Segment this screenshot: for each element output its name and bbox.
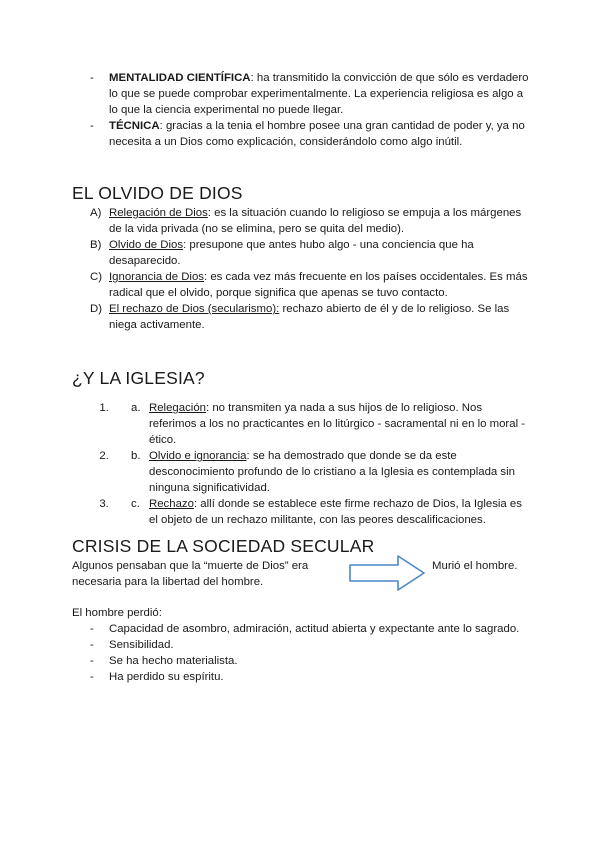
list-item [72, 669, 532, 685]
crisis-right-text: Murió el hombre. [432, 560, 518, 572]
list-item [72, 637, 532, 653]
list-marker: B) [90, 239, 102, 251]
section-heading: ¿Y LA IGLESIA? [72, 368, 205, 388]
section-heading: CRISIS DE LA SOCIEDAD SECULAR [72, 536, 375, 556]
intro-list [72, 70, 532, 150]
list-marker: D) [90, 303, 103, 315]
list-marker: - [90, 671, 94, 683]
list-marker: - [90, 120, 94, 132]
definition: : gracias a la tenia el hombre posee una gran cantidad de poder y, ya no necesita a un Dios como explicación, considerándolo como algo inútil. [109, 120, 525, 148]
term: Relegación [149, 402, 206, 415]
term: TÉCNICA [109, 120, 160, 132]
term: Ignorancia de Dios [109, 271, 204, 283]
definition: : ha transmitido la convicción de que sólo es verdadero lo que se puede comprobar experimentalmente. La experiencia religiosa es algo a lo que la ciencia experimental no puede llegar. [109, 72, 529, 116]
olvido-section [72, 205, 532, 333]
item-text: Ha perdido su espíritu. [109, 671, 224, 683]
definition: : no transmiten ya nada a sus hijos de lo religioso. Nos referimos a los no practicantes en lo litúrgico - sacramental ni en lo moral - ético. [149, 402, 526, 447]
list-item [72, 621, 532, 637]
definition: : se ha demostrado que donde se da este desconocimiento profundo de lo cristiano a la Iglesia es contemplada sin ninguna significatividad. [149, 450, 515, 495]
list-item [72, 653, 532, 669]
item-text: Sensibilidad. [109, 639, 174, 651]
term: Olvido de Dios [109, 239, 184, 251]
crisis-left-text [72, 558, 308, 590]
list-item [112, 496, 532, 528]
list-item [112, 400, 532, 448]
term: El rechazo de Dios (secularismo): [109, 303, 280, 315]
list-item [72, 237, 532, 269]
list-item [72, 301, 532, 333]
list-item [72, 269, 532, 301]
definition: : allí donde se establece este firme rechazo de Dios, la Iglesia es el objeto de un rechazo militante, con las peores descalificaciones. [149, 498, 522, 527]
list-marker: 3. c. [131, 498, 140, 511]
definition: : presupone que antes hubo algo - una conciencia que ha desaparecido. [109, 239, 474, 267]
list-marker: - [90, 639, 94, 651]
definition: : es la situación cuando lo religioso se empuja a los márgenes de la vida privada (no se elimina, pero se quita del medio). [109, 207, 522, 235]
list-marker: A) [90, 207, 102, 219]
right-arrow-icon [348, 554, 426, 592]
list-marker: - [90, 623, 94, 635]
section-heading: EL OLVIDO DE DIOS [72, 183, 243, 203]
list-item [72, 118, 532, 150]
olvido-list [72, 205, 532, 333]
term: MENTALIDAD CIENTÍFICA [109, 72, 251, 84]
perdio-label: El hombre perdió: [72, 607, 162, 619]
perdio-list [72, 621, 532, 685]
list-marker: 1. a. [131, 402, 141, 415]
intro-section [72, 70, 532, 150]
list-marker: 2. b. [131, 450, 141, 463]
list-marker: - [90, 72, 94, 84]
iglesia-list [72, 400, 532, 528]
definition: : es cada vez más frecuente en los países occidentales. Es más radical que el olvido, porque significa que apenas se tuvo contacto. [109, 271, 528, 299]
text-line: Algunos pensaban que la “muerte de Dios” era [72, 560, 309, 572]
list-item [112, 448, 532, 496]
term: Olvido e ignorancia [149, 450, 247, 463]
item-text: Se ha hecho materialista. [109, 655, 238, 667]
list-marker: - [90, 655, 94, 667]
term: Relegación de Dios [109, 207, 208, 219]
list-item [72, 205, 532, 237]
term: Rechazo [149, 498, 194, 511]
list-marker: C) [90, 271, 103, 283]
text-line: necesaria para la libertad del hombre. [72, 576, 264, 588]
item-text: Capacidad de asombro, admiración, actitud abierta y expectante ante lo sagrado. [109, 623, 520, 635]
definition: rechazo abierto de él y de lo religioso. Se las niega activamente. [109, 303, 510, 331]
iglesia-section [72, 389, 532, 540]
list-item [72, 70, 532, 118]
perdio-section [72, 621, 532, 685]
